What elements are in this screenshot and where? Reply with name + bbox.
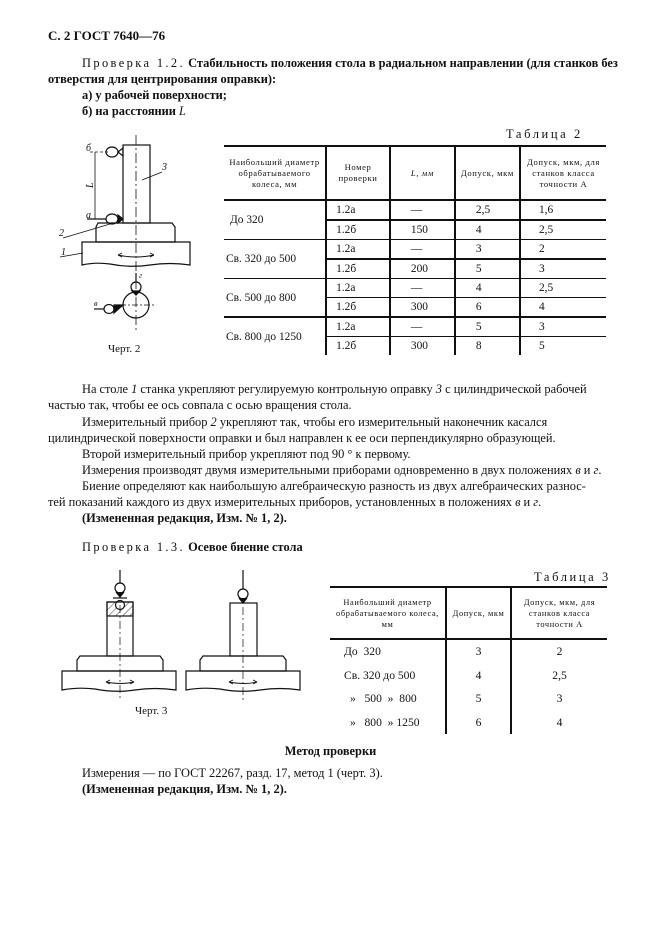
cell-tol: 6: [446, 711, 511, 735]
cell-tolA: 4: [511, 711, 607, 735]
cell-tol: 2,5: [455, 200, 520, 220]
text: и: [520, 495, 534, 509]
check-label: Проверка 1.3.: [82, 540, 186, 554]
svg-text:L: L: [85, 182, 96, 188]
table-row: [224, 200, 606, 220]
figure-3-caption: Черт. 3: [135, 705, 168, 717]
cell-tol: 4: [446, 664, 511, 688]
check-title: Стабильность положения стола в радиальном направлении (для станков без: [188, 56, 618, 70]
paragraph-3: Второй измерительный прибор укрепляют под 90 ° к первому.: [82, 447, 411, 461]
cell-check: 1.2а: [326, 279, 390, 298]
cell-check: 1.2б: [326, 337, 390, 356]
paragraph-1: [82, 381, 587, 398]
text: .: [598, 463, 602, 477]
col-header-tolerance-class-a: Допуск, мкм, для станков класса точности А: [520, 146, 606, 200]
item-b-var: L: [179, 104, 186, 118]
table-2-caption: Таблица 2: [506, 127, 583, 141]
text: На столе: [82, 382, 132, 396]
cell-tol: 4: [455, 279, 520, 298]
cell-tolA: 5: [520, 337, 606, 356]
pos-g: г: [593, 463, 599, 477]
item-b: [82, 103, 186, 120]
cell-tol: 5: [446, 687, 511, 711]
table-row: [224, 279, 606, 298]
col-header-diameter: Наибольший диаметр обрабатываемого колеса, мм: [336, 597, 439, 629]
cell-diameter: Св. 500 до 800: [224, 279, 326, 318]
col-header-check-number: Номер проверки: [326, 146, 390, 200]
cell-diameter: » 500 » 800: [350, 692, 417, 706]
svg-text:а: а: [86, 210, 91, 221]
cell-tolA: 3: [511, 687, 607, 711]
cell-L: 150: [390, 220, 455, 240]
text: Измерения производят двумя измерительными приборами одновременно в двух положениях: [82, 463, 576, 477]
figure-2-diagram: [50, 125, 225, 350]
cell-tol: 3: [455, 240, 520, 260]
figure-2-caption: Черт. 2: [108, 343, 141, 355]
cell-tolA: 2,5: [520, 220, 606, 240]
method-text: Измерения — по ГОСТ 22267, разд. 17, метод 1 (черт. 3).: [82, 766, 383, 780]
text: Измерительный прибор: [82, 415, 211, 429]
cell-L: —: [390, 200, 455, 220]
text: с цилиндрической рабочей: [442, 382, 587, 396]
table-row: [224, 317, 606, 337]
cell-check: 1.2б: [326, 220, 390, 240]
cell-check: 1.2а: [326, 200, 390, 220]
pos-g: г: [533, 495, 539, 509]
cell-L: —: [390, 279, 455, 298]
cell-L: 300: [390, 298, 455, 318]
col-header-L: L, мм: [390, 146, 455, 200]
table-3: [330, 586, 607, 734]
text: .: [538, 495, 542, 509]
figure-3-diagram: [60, 565, 330, 700]
cell-L: —: [390, 240, 455, 260]
table-2: [224, 145, 606, 355]
cell-tolA: 2: [511, 639, 607, 664]
item-b-text: б) на расстоянии: [82, 104, 180, 118]
cell-tolA: 1,6: [520, 200, 606, 220]
cell-diameter: Св. 320 до 500: [224, 240, 326, 279]
cell-tolA: 4: [520, 298, 606, 318]
col-header-tolerance-class-a: Допуск, мкм, для станков класса точности А: [511, 587, 607, 639]
cell-check: 1.2а: [326, 240, 390, 260]
svg-text:б: б: [86, 143, 92, 154]
cell-tolA: 3: [520, 259, 606, 279]
cell-tol: 5: [455, 317, 520, 337]
cell-L: 200: [390, 259, 455, 279]
check-1-2-heading: [82, 55, 618, 72]
svg-text:в: в: [94, 299, 98, 308]
check-1-3-heading: [82, 539, 303, 556]
cell-tol: 8: [455, 337, 520, 356]
paragraph-1-cont: частью так, чтобы ее ось совпала с осью вращения стола.: [48, 398, 352, 412]
paragraph-5-cont: [48, 494, 541, 511]
paragraph-4: [82, 462, 601, 479]
pos-v: в: [515, 495, 521, 509]
method-revision-note: (Измененная редакция, Изм. № 1, 2).: [82, 782, 287, 796]
cell-tol: 3: [446, 639, 511, 664]
table-row: [330, 687, 607, 711]
table-row: [330, 639, 607, 664]
text: укрепляют так, чтобы его измерительный наконечник касался: [216, 415, 548, 429]
ref-1: 1: [131, 382, 138, 396]
check-title-cont: отверстия для центрирования оправки):: [48, 72, 277, 86]
cell-diameter: До 320: [224, 200, 326, 240]
cell-diameter: Св. 320 до 500: [344, 668, 416, 682]
cell-check: 1.2б: [326, 298, 390, 318]
page-header: С. 2 ГОСТ 7640—76: [48, 28, 166, 43]
paragraph-2-cont: цилиндрической поверхности оправки и был направлен к ее оси перпендикулярно образующей.: [48, 431, 556, 445]
cell-tolA: 2,5: [520, 279, 606, 298]
table-row: [224, 240, 606, 260]
text: тей показаний каждого из двух измерительных приборов, установленных в положениях: [48, 495, 516, 509]
cell-diameter: » 800 » 1250: [350, 715, 420, 729]
svg-text:3: 3: [162, 162, 167, 173]
method-heading: Метод проверки: [284, 744, 377, 758]
revision-note: (Измененная редакция, Изм. № 1, 2).: [82, 511, 287, 525]
text: и: [580, 463, 594, 477]
paragraph-2: [82, 414, 608, 431]
cell-diameter: Св. 800 до 1250: [226, 330, 302, 343]
svg-text:2: 2: [59, 228, 64, 239]
cell-tol: 5: [455, 259, 520, 279]
table-3-caption: Таблица 3: [534, 570, 611, 584]
col-header-tolerance: Допуск, мкм: [446, 587, 511, 639]
check-title: Осевое биение стола: [188, 540, 303, 554]
cell-check: 1.2а: [326, 317, 390, 337]
table-row: [330, 711, 607, 735]
cell-tolA: 2: [520, 240, 606, 260]
check-label: Проверка 1.2.: [82, 56, 186, 70]
cell-tol: 6: [455, 298, 520, 318]
col-header-tolerance: Допуск, мкм: [455, 146, 520, 200]
col-header-diameter: Наибольший диаметр обрабатываемого колеса, мм: [229, 156, 320, 189]
text: станка укрепляют регулируемую контрольную оправку: [137, 382, 436, 396]
ref-2: 2: [210, 415, 217, 429]
cell-tol: 4: [455, 220, 520, 240]
svg-text:1: 1: [61, 247, 66, 258]
cell-L: 300: [390, 337, 455, 356]
cell-L: —: [390, 317, 455, 337]
cell-diameter: До 320: [344, 645, 381, 659]
cell-check: 1.2б: [326, 259, 390, 279]
paragraph-5: Биение определяют как наибольшую алгебраическую разность из двух алгебраических разнос-: [82, 479, 586, 493]
pos-v: в: [575, 463, 581, 477]
svg-text:г: г: [139, 271, 143, 280]
cell-tolA: 2,5: [511, 664, 607, 688]
table-row: [330, 664, 607, 688]
item-a: а) у рабочей поверхности;: [82, 88, 227, 102]
cell-tolA: 3: [520, 317, 606, 337]
ref-3: 3: [435, 382, 442, 396]
